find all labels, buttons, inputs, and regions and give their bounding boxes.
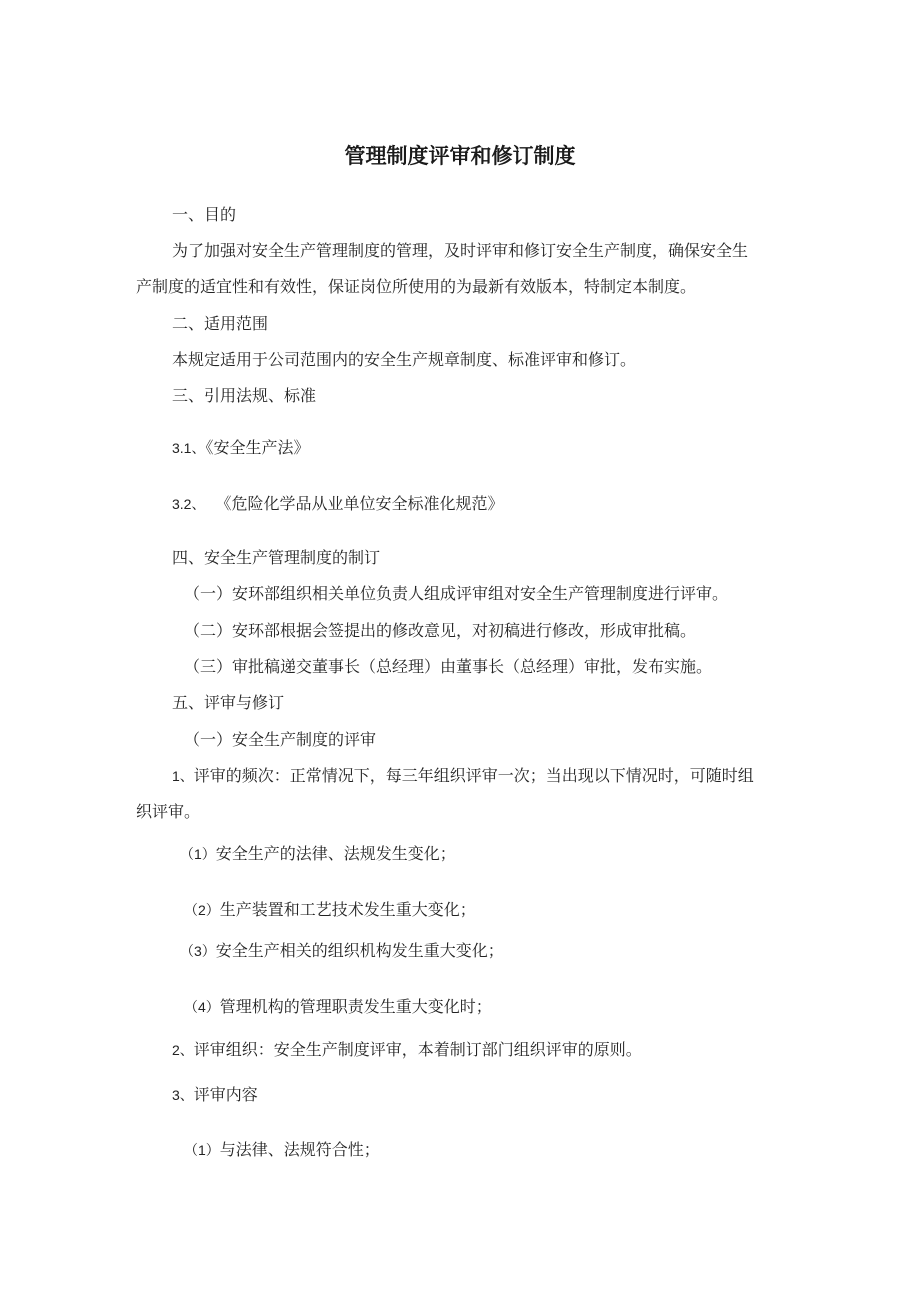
subsection-heading-review: （一）安全生产制度的评审 — [184, 730, 377, 749]
section-heading-formulation: 四、安全生产管理制度的制订 — [172, 548, 381, 567]
formulation-item: （三）审批稿递交董事长（总经理）由董事长（总经理）审批，发布实施。 — [184, 657, 713, 676]
reference-title: 《安全生产法》 — [205, 438, 310, 457]
reference-item — [172, 493, 503, 515]
clause-text: 评审组织：安全生产制度评审，本着制订部门组织评审的原则。 — [193, 1040, 642, 1059]
section-heading-references: 三、引用法规、标准 — [172, 386, 317, 405]
case-number: （3） — [180, 943, 216, 959]
purpose-paragraph-line-1: 为了加强对安全生产管理制度的管理，及时评审和修订安全生产制度，确保安全生 — [172, 241, 749, 260]
review-frequency-line-1 — [172, 765, 754, 787]
section-heading-scope: 二、适用范围 — [172, 314, 269, 333]
scope-paragraph: 本规定适用于公司范围内的安全生产规章制度、标准评审和修订。 — [172, 350, 637, 369]
reference-item — [172, 437, 309, 459]
review-organization — [172, 1039, 642, 1061]
case-text: 生产装置和工艺技术发生重大变化； — [219, 900, 476, 919]
section-heading-purpose: 一、目的 — [172, 205, 237, 224]
reference-number: 3.1、 — [172, 440, 206, 456]
section-heading-review: 五、评审与修订 — [172, 693, 285, 712]
case-number: （1） — [180, 846, 216, 862]
review-content-item — [184, 1139, 380, 1161]
reference-title: 《危险化学品从业单位安全标准化规范》 — [223, 494, 504, 513]
clause-number: 3、 — [172, 1087, 194, 1103]
formulation-item: （二）安环部根据会签提出的修改意见，对初稿进行修改，形成审批稿。 — [184, 621, 697, 640]
clause-number: 2、 — [172, 1042, 194, 1058]
review-frequency-line-2: 织评审。 — [136, 802, 201, 821]
document-title: 管理制度评审和修订制度 — [344, 144, 576, 168]
purpose-paragraph-line-2: 产制度的适宜性和有效性，保证岗位所使用的为最新有效版本，特制定本制度。 — [136, 277, 697, 296]
case-text: 管理机构的管理职责发生重大变化时； — [219, 997, 492, 1016]
case-text: 安全生产相关的组织机构发生重大变化； — [215, 941, 504, 960]
review-case-item — [184, 899, 476, 921]
case-number: （2） — [184, 902, 220, 918]
clause-text: 评审的频次：正常情况下，每三年组织评审一次；当出现以下情况时，可随时组 — [193, 766, 754, 785]
case-text: 安全生产的法律、法规发生变化； — [215, 844, 456, 863]
review-content-heading — [172, 1084, 258, 1106]
review-case-item — [180, 843, 456, 865]
case-number: （1） — [184, 1142, 220, 1158]
clause-text: 评审内容 — [193, 1085, 258, 1104]
case-number: （4） — [184, 999, 220, 1015]
review-case-item — [184, 996, 492, 1018]
reference-number: 3.2、 — [172, 496, 206, 512]
case-text: 与法律、法规符合性； — [219, 1140, 380, 1159]
formulation-item: （一）安环部组织相关单位负责人组成评审组对安全生产管理制度进行评审。 — [184, 584, 729, 603]
clause-number: 1、 — [172, 768, 194, 784]
review-case-item — [180, 940, 504, 962]
